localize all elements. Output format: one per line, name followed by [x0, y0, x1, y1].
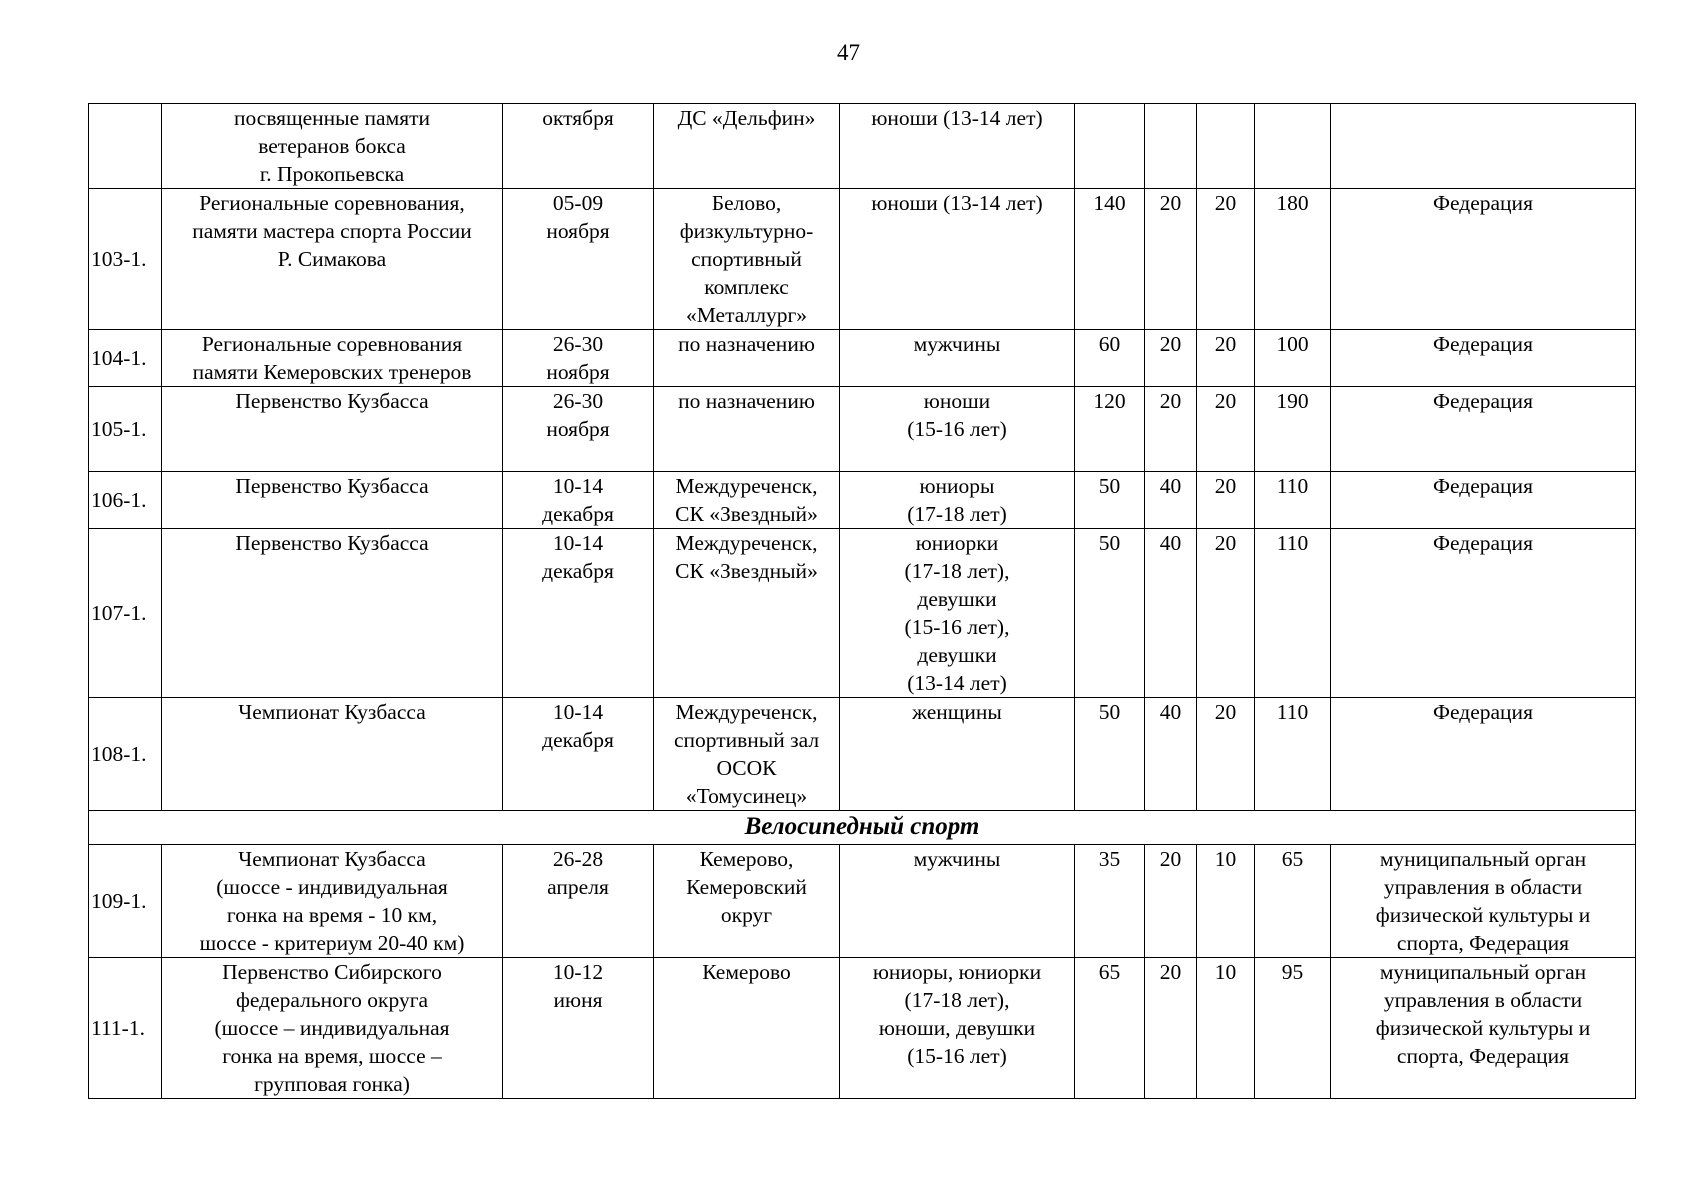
event-participants: мужчины	[840, 330, 1075, 387]
organizer: муниципальный орган управления в области физической культуры и спорта, Федерация	[1331, 845, 1636, 958]
event-participants: юниорки (17-18 лет), девушки (15-16 лет), девушки (13-14 лет)	[840, 529, 1075, 698]
event-participants: юноши (13-14 лет)	[840, 104, 1075, 189]
count-2: 20	[1145, 958, 1197, 1099]
table-row	[89, 472, 1636, 529]
table-row	[89, 189, 1636, 330]
page-number: 47	[837, 40, 860, 65]
count-1: 35	[1075, 845, 1145, 958]
table-row	[89, 698, 1636, 811]
event-name: Региональные соревнования, памяти мастера спорта России Р. Симакова	[162, 189, 503, 330]
event-name: посвященные памяти ветеранов бокса г. Прокопьевска	[162, 104, 503, 189]
event-venue: Кемерово, Кемеровский округ	[654, 845, 840, 958]
table-row	[89, 104, 1636, 189]
count-3: 10	[1197, 845, 1255, 958]
organizer	[1331, 104, 1636, 189]
organizer: муниципальный орган управления в области физической культуры и спорта, Федерация	[1331, 958, 1636, 1099]
count-2: 40	[1145, 529, 1197, 698]
event-name: Первенство Кузбасса	[162, 529, 503, 698]
count-3	[1197, 104, 1255, 189]
count-2: 40	[1145, 698, 1197, 811]
count-3: 20	[1197, 698, 1255, 811]
count-1	[1075, 104, 1145, 189]
count-total: 95	[1255, 958, 1331, 1099]
event-dates: 26-30 ноября	[503, 387, 654, 472]
count-2: 20	[1145, 330, 1197, 387]
event-participants: юноши (15-16 лет)	[840, 387, 1075, 472]
count-total: 65	[1255, 845, 1331, 958]
event-name: Первенство Кузбасса	[162, 472, 503, 529]
row-number	[89, 104, 162, 189]
row-number: 107-1.	[89, 529, 162, 698]
event-venue: Белово, физкультурно- спортивный комплекс «Металлург»	[654, 189, 840, 330]
count-1: 50	[1075, 529, 1145, 698]
count-3: 20	[1197, 330, 1255, 387]
event-venue: по назначению	[654, 387, 840, 472]
event-dates: 10-14 декабря	[503, 472, 654, 529]
event-venue: по назначению	[654, 330, 840, 387]
count-total: 110	[1255, 472, 1331, 529]
count-3: 20	[1197, 189, 1255, 330]
organizer: Федерация	[1331, 330, 1636, 387]
row-number: 109-1.	[89, 845, 162, 958]
count-total: 110	[1255, 698, 1331, 811]
organizer: Федерация	[1331, 529, 1636, 698]
event-dates: 10-14 декабря	[503, 698, 654, 811]
event-dates: 26-30 ноября	[503, 330, 654, 387]
count-1: 50	[1075, 698, 1145, 811]
row-number: 105-1.	[89, 387, 162, 472]
table-row	[89, 845, 1636, 958]
event-venue: Междуреченск, СК «Звездный»	[654, 472, 840, 529]
count-1: 60	[1075, 330, 1145, 387]
event-name: Чемпионат Кузбасса	[162, 698, 503, 811]
count-total: 190	[1255, 387, 1331, 472]
row-number: 111-1.	[89, 958, 162, 1099]
event-name: Первенство Кузбасса	[162, 387, 503, 472]
organizer: Федерация	[1331, 189, 1636, 330]
count-1: 65	[1075, 958, 1145, 1099]
section-row	[89, 811, 1636, 845]
count-total: 100	[1255, 330, 1331, 387]
count-3: 20	[1197, 472, 1255, 529]
count-2: 40	[1145, 472, 1197, 529]
table-row	[89, 529, 1636, 698]
count-2: 20	[1145, 189, 1197, 330]
event-participants: юноши (13-14 лет)	[840, 189, 1075, 330]
count-1: 140	[1075, 189, 1145, 330]
row-number: 104-1.	[89, 330, 162, 387]
schedule-table	[88, 103, 1636, 1099]
event-venue: Междуреченск, спортивный зал ОСОК «Томусинец»	[654, 698, 840, 811]
event-dates: 26-28 апреля	[503, 845, 654, 958]
event-venue: Кемерово	[654, 958, 840, 1099]
table-row	[89, 387, 1636, 472]
event-dates: 10-12 июня	[503, 958, 654, 1099]
row-number: 103-1.	[89, 189, 162, 330]
count-1: 50	[1075, 472, 1145, 529]
organizer: Федерация	[1331, 698, 1636, 811]
section-title: Велосипедный спорт	[89, 811, 1636, 845]
count-2: 20	[1145, 845, 1197, 958]
event-participants: женщины	[840, 698, 1075, 811]
count-total: 180	[1255, 189, 1331, 330]
event-participants: мужчины	[840, 845, 1075, 958]
event-name: Чемпионат Кузбасса (шоссе - индивидуальная гонка на время - 10 км, шоссе - критериум 20-40 км)	[162, 845, 503, 958]
event-venue: ДС «Дельфин»	[654, 104, 840, 189]
count-total: 110	[1255, 529, 1331, 698]
count-3: 20	[1197, 387, 1255, 472]
event-name: Первенство Сибирского федерального округа (шоссе – индивидуальная гонка на время, шоссе – групповая гонка)	[162, 958, 503, 1099]
event-name: Региональные соревнования памяти Кемеровских тренеров	[162, 330, 503, 387]
count-3: 20	[1197, 529, 1255, 698]
table-row	[89, 330, 1636, 387]
event-venue: Междуреченск, СК «Звездный»	[654, 529, 840, 698]
count-total	[1255, 104, 1331, 189]
event-dates: 05-09 ноября	[503, 189, 654, 330]
organizer: Федерация	[1331, 472, 1636, 529]
count-2	[1145, 104, 1197, 189]
event-dates: октября	[503, 104, 654, 189]
row-number: 108-1.	[89, 698, 162, 811]
organizer: Федерация	[1331, 387, 1636, 472]
count-2: 20	[1145, 387, 1197, 472]
row-number: 106-1.	[89, 472, 162, 529]
event-participants: юниоры, юниорки (17-18 лет), юноши, девушки (15-16 лет)	[840, 958, 1075, 1099]
event-dates: 10-14 декабря	[503, 529, 654, 698]
event-participants: юниоры (17-18 лет)	[840, 472, 1075, 529]
table-row	[89, 958, 1636, 1099]
count-3: 10	[1197, 958, 1255, 1099]
count-1: 120	[1075, 387, 1145, 472]
